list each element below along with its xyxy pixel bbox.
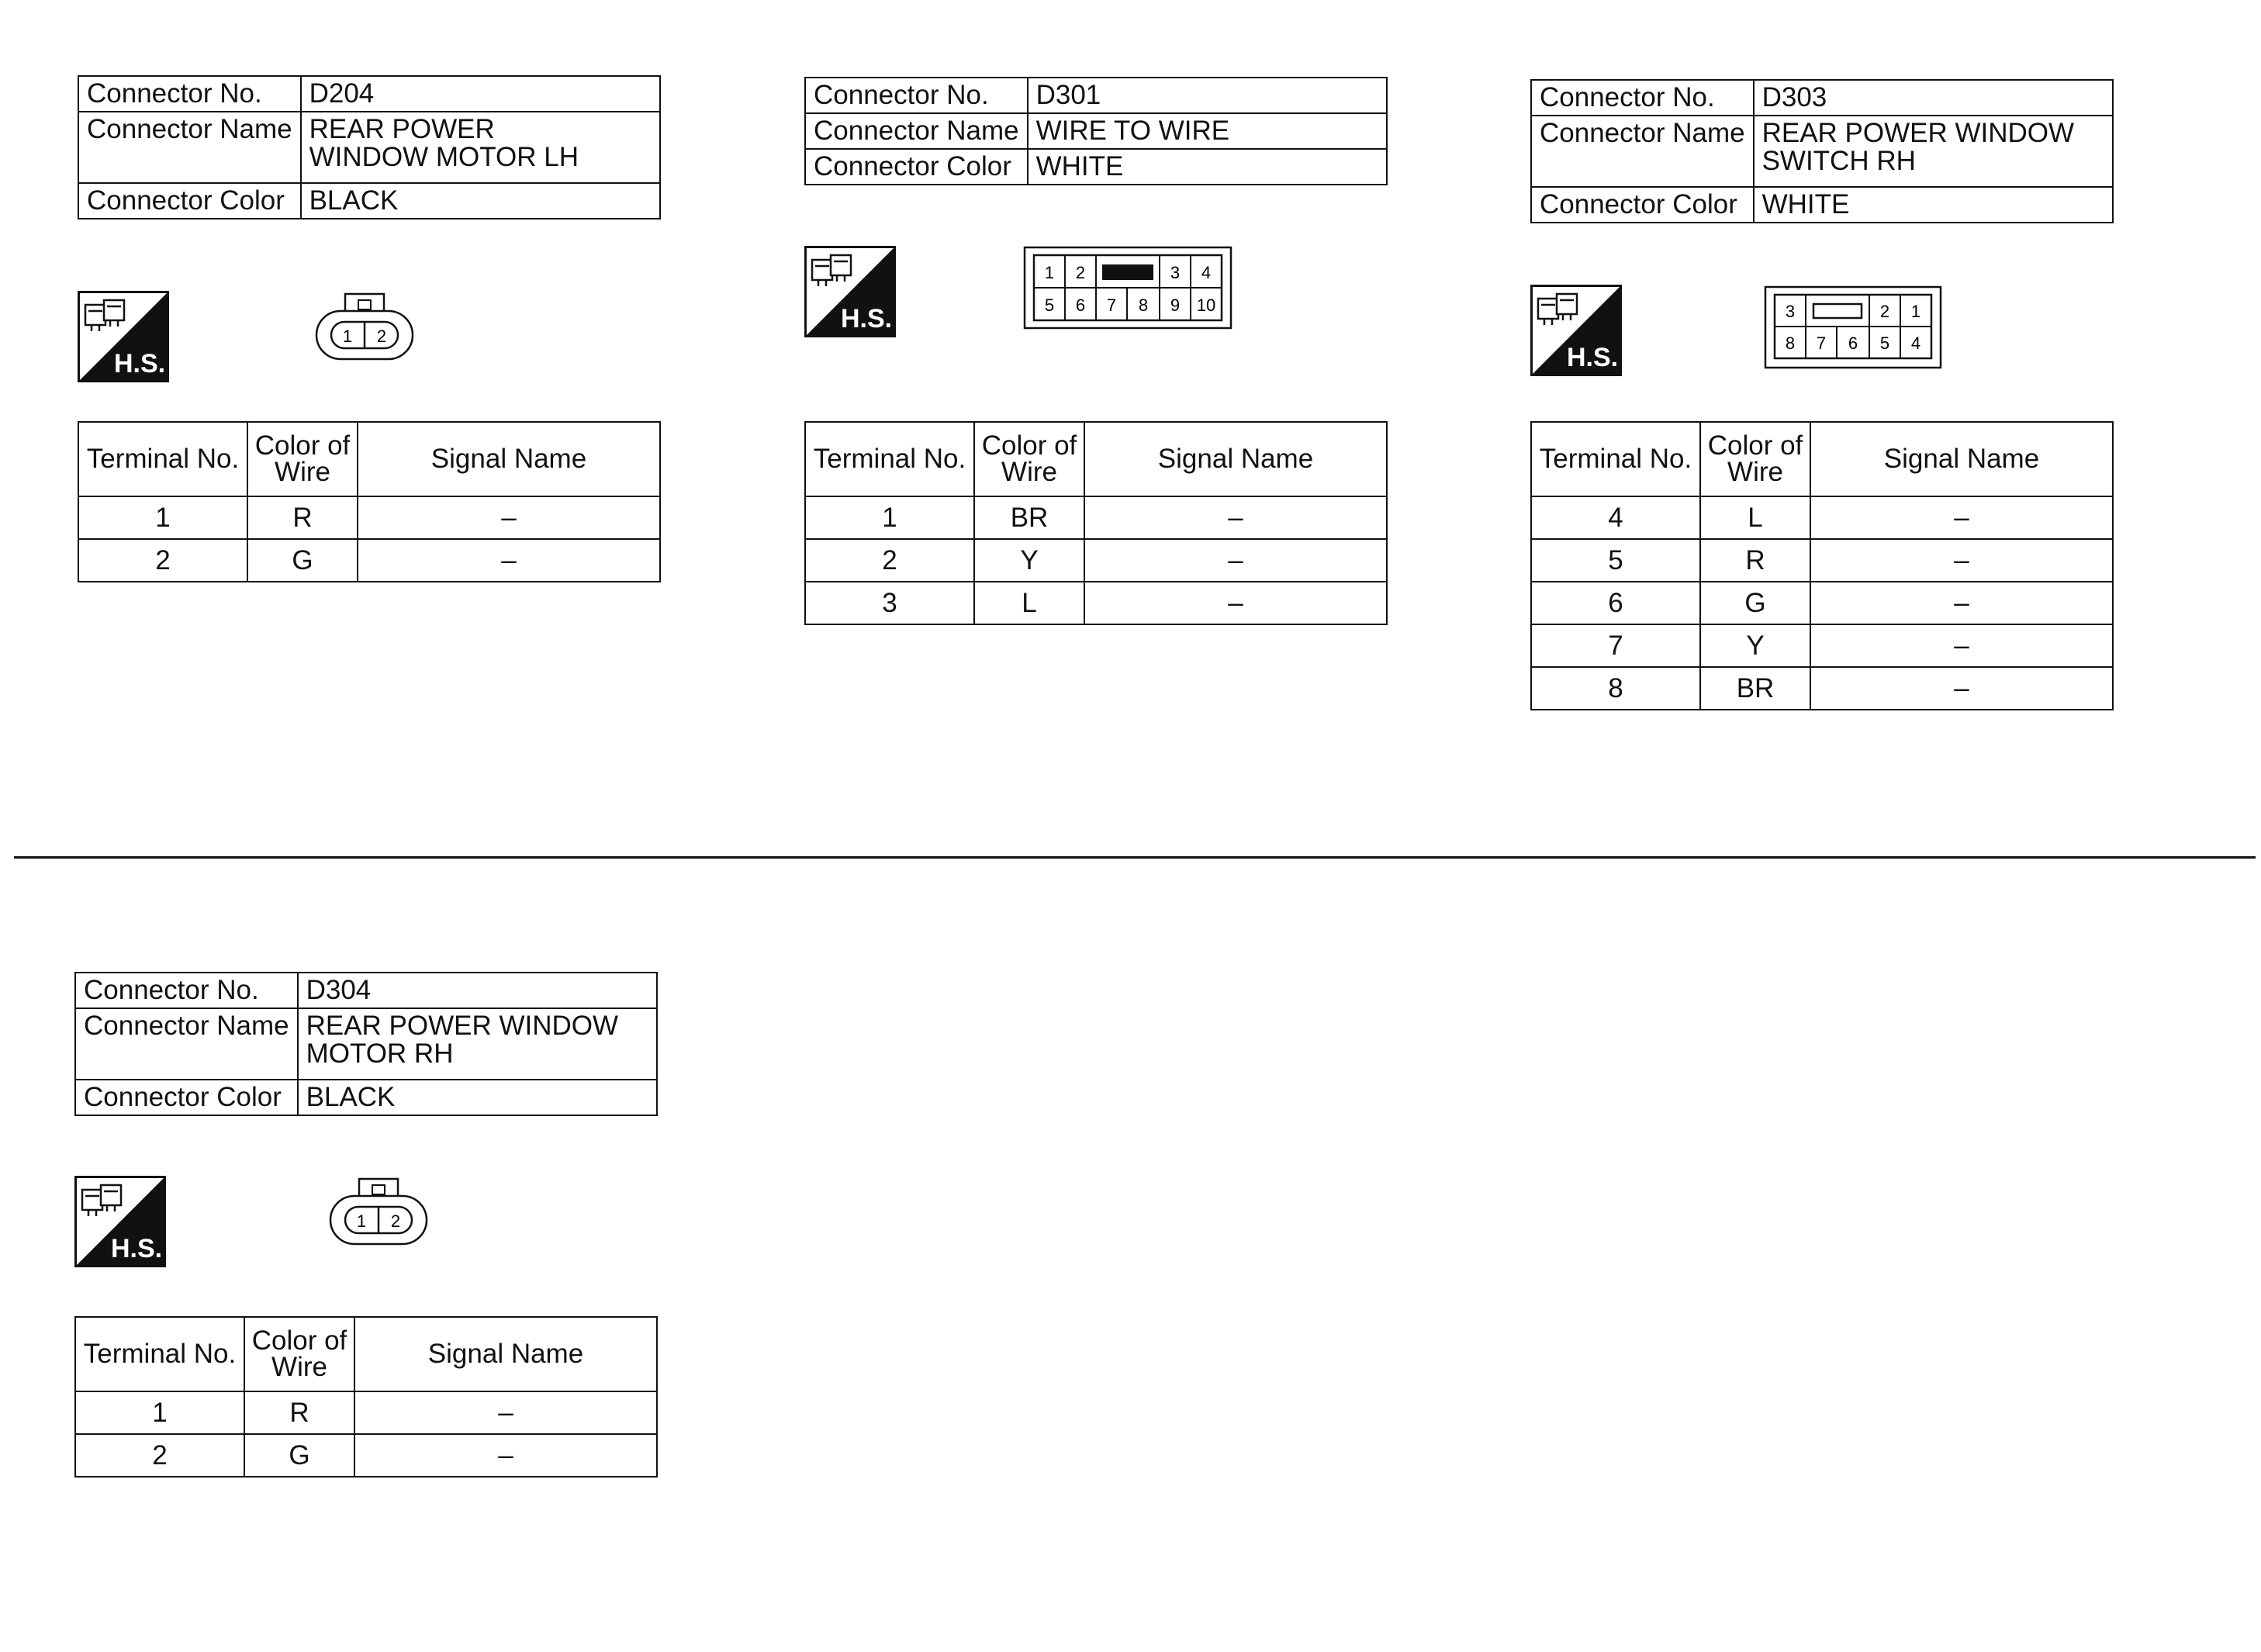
connector-color-value: BLACK [298,1080,657,1115]
wire-color: G [244,1434,354,1477]
connector-color-label: Connector Color [75,1080,298,1115]
hs-label: H.S. [1566,343,1619,372]
connector-info-table [1530,79,2114,223]
connector-color-value: WHITE [1754,187,2113,223]
connector-info-table [74,972,658,1116]
terminal-no: 1 [805,496,974,539]
pin-label: 1 [356,1211,367,1231]
connector-block-d301 [804,77,1394,185]
connector-no-label: Connector No. [78,76,301,112]
pin-label: 5 [1044,295,1055,315]
pin-label: 6 [1075,295,1086,315]
wire-color-header: Color of Wire [244,1317,354,1391]
pin-label: 2 [390,1211,401,1231]
pin-label: 2 [1879,302,1890,321]
wire-color: L [974,582,1084,624]
pin-label: 7 [1816,334,1827,353]
connector-no-label: Connector No. [75,973,298,1008]
terminal-no: 4 [1531,496,1700,539]
connector-face-2pin [328,1176,429,1247]
connector-face-10pin [1023,246,1232,330]
harness-side-icon [1530,285,1622,376]
pin-label: 8 [1138,295,1149,315]
connector-block-d304 [74,972,664,1116]
terminal-no-header: Terminal No. [75,1317,244,1391]
pin-label: 1 [1910,302,1921,321]
signal-name-header: Signal Name [1084,422,1387,496]
connector-name-label: Connector Name [1531,116,1754,187]
pin-label: 3 [1785,302,1796,321]
connector-no-value: D204 [301,76,660,112]
wire-color-header: Color of Wire [247,422,358,496]
connector-info-table [804,77,1388,185]
connector-no-value: D303 [1754,80,2113,116]
terminal-no: 2 [75,1434,244,1477]
wire-color: Y [1700,624,1810,667]
wire-color: R [1700,539,1810,582]
table-row [75,1391,657,1434]
table-row [75,1434,657,1477]
table-row [78,539,660,582]
connector-name-label: Connector Name [78,112,301,183]
connector-color-label: Connector Color [78,183,301,219]
signal-name-header: Signal Name [358,422,660,496]
pin-label: 6 [1848,334,1858,353]
table-row [805,539,1387,582]
wire-color: Y [974,539,1084,582]
table-row [805,496,1387,539]
table-row [1531,667,2113,710]
connector-no-value: D304 [298,973,657,1008]
signal-name: – [358,496,660,539]
signal-name: – [1810,624,2113,667]
signal-name: – [1084,496,1387,539]
terminal-no-header: Terminal No. [78,422,247,496]
terminal-table-d304 [74,1316,658,1477]
terminal-no: 8 [1531,667,1700,710]
table-row [1531,496,2113,539]
table-row [1531,582,2113,624]
signal-name: – [1084,582,1387,624]
connector-name-value: REAR POWER WINDOW MOTOR RH [298,1008,657,1080]
wire-color-header: Color of Wire [974,422,1084,496]
terminal-no: 1 [78,496,247,539]
pin-label: 3 [1170,263,1181,282]
terminal-no: 5 [1531,539,1700,582]
connector-no-value: D301 [1028,78,1387,113]
wire-color: L [1700,496,1810,539]
harness-side-icon [78,291,169,382]
connector-no-label: Connector No. [805,78,1028,113]
wire-color: G [1700,582,1810,624]
wire-color: R [247,496,358,539]
pin-label: 1 [1044,263,1055,282]
terminal-no: 7 [1531,624,1700,667]
connector-name-label: Connector Name [75,1008,298,1080]
pin-label: 4 [1201,263,1212,282]
hs-label: H.S. [113,349,166,378]
signal-name: – [354,1391,657,1434]
connector-color-value: WHITE [1028,149,1387,185]
connector-block-d303 [1530,79,2120,223]
wire-color: BR [1700,667,1810,710]
connector-block-d204 [78,75,667,219]
signal-name: – [1084,539,1387,582]
terminal-no: 6 [1531,582,1700,624]
connector-name-value: WIRE TO WIRE [1028,113,1387,149]
pin-label: 7 [1106,295,1117,315]
section-divider [14,856,2256,859]
signal-name-header: Signal Name [1810,422,2113,496]
pin-label: 5 [1879,334,1890,353]
pin-label: 8 [1785,334,1796,353]
pin-label: 10 [1196,295,1216,315]
wire-color: R [244,1391,354,1434]
terminal-no: 2 [78,539,247,582]
terminal-table-d204 [78,421,661,582]
connector-name-value: REAR POWER WINDOW MOTOR LH [301,112,660,183]
hs-label: H.S. [110,1234,163,1263]
wire-color-header: Color of Wire [1700,422,1810,496]
connector-face-2pin [314,291,415,362]
pin-label: 2 [1075,263,1086,282]
terminal-table-d301 [804,421,1388,625]
pin-label: 1 [342,327,353,346]
signal-name: – [1810,582,2113,624]
terminal-no-header: Terminal No. [805,422,974,496]
connector-color-label: Connector Color [805,149,1028,185]
signal-name: – [358,539,660,582]
connector-face-8pin [1764,285,1942,369]
connector-no-label: Connector No. [1531,80,1754,116]
hs-label: H.S. [840,304,893,334]
terminal-no: 1 [75,1391,244,1434]
signal-name: – [354,1434,657,1477]
signal-name: – [1810,496,2113,539]
signal-name: – [1810,539,2113,582]
pin-label: 2 [376,327,387,346]
connector-color-value: BLACK [301,183,660,219]
harness-side-icon [74,1176,166,1267]
connector-name-value: REAR POWER WINDOW SWITCH RH [1754,116,2113,187]
table-row [805,582,1387,624]
connector-info-table [78,75,661,219]
signal-name-header: Signal Name [354,1317,657,1391]
pin-label: 9 [1170,295,1181,315]
table-row [78,496,660,539]
connector-color-label: Connector Color [1531,187,1754,223]
pin-label: 4 [1910,334,1921,353]
terminal-table-d303 [1530,421,2114,710]
wire-color: BR [974,496,1084,539]
terminal-no: 3 [805,582,974,624]
terminal-no-header: Terminal No. [1531,422,1700,496]
wire-color: G [247,539,358,582]
connector-name-label: Connector Name [805,113,1028,149]
harness-side-icon [804,246,896,337]
table-row [1531,624,2113,667]
terminal-no: 2 [805,539,974,582]
table-row [1531,539,2113,582]
signal-name: – [1810,667,2113,710]
